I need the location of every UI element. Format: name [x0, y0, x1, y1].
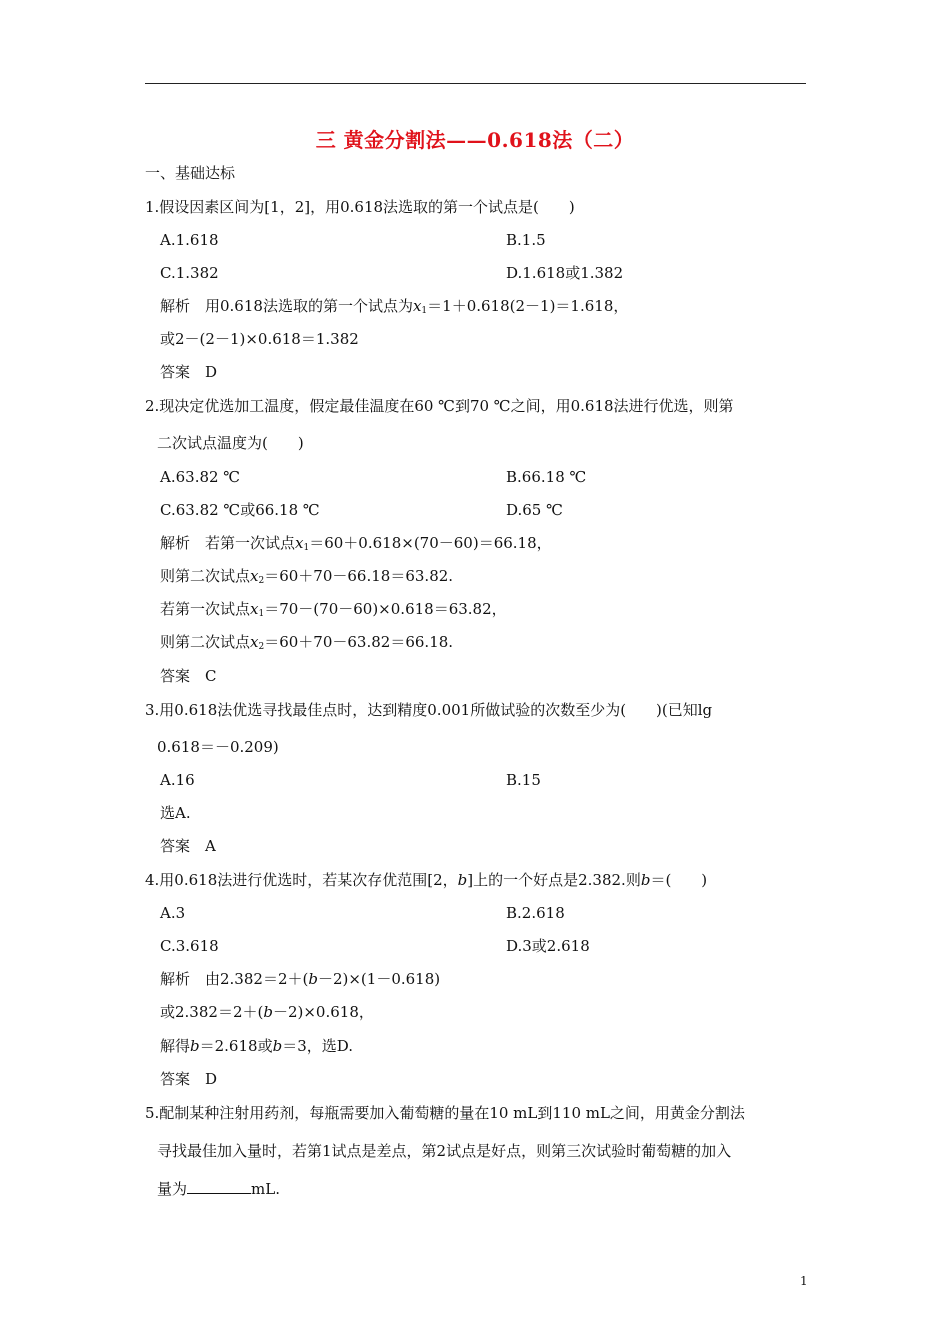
q1-solution-line1: 解析 用0.618法选取的第一个试点为$x_1=1+0.618(2-1)=1.618$，	[160, 297, 629, 316]
q4-stem: 4.用0.618法进行优选时，若某次存优范围[2，b]上的一个好点是2.382.则b＝( )	[145, 871, 708, 889]
q2-solution-line3: 若第一次试点$x_1=70-(70-60)\times 0.618=63.82$，	[160, 600, 507, 619]
section-heading: 一、基础达标	[145, 164, 236, 182]
q2-option-d: D.65 ℃	[506, 501, 563, 519]
q3-option-b: B.15	[506, 771, 541, 789]
q5-stem-line2: 寻找最佳加入量时，若第1试点是差点，第2试点是好点，则第三次试验时葡萄糖的加入	[157, 1142, 732, 1160]
q2-stem-line1: 2.现决定优选加工温度，假定最佳温度在60 ℃到70 ℃之间，用0.618法进行优选，则第	[145, 397, 734, 415]
q1-option-d: D.1.618或1.382	[506, 264, 624, 282]
q2-answer: 答案 C	[160, 667, 217, 685]
q2-solution-line4: 则第二次试点$x_2=60+70-63.82=66.18$.	[160, 633, 454, 652]
q1-solution-line2: 或2－(2－1)×0.618＝1.382	[160, 330, 359, 348]
q1-option-b: B.1.5	[506, 231, 546, 249]
q4-option-d: D.3或2.618	[506, 937, 590, 955]
q3-pick: 选A.	[160, 804, 191, 822]
q5-stem-line3: 量为 mL.	[157, 1180, 280, 1198]
q3-stem-line1: 3.用0.618法优选寻找最佳点时，达到精度0.001所做试验的次数至少为( )(已知lg	[145, 701, 713, 719]
q1-option-c: C.1.382	[160, 264, 219, 282]
page-title: 三 黄金分割法——0.618法（二）	[315, 128, 635, 152]
q2-option-c: C.63.82 ℃或66.18 ℃	[160, 501, 320, 519]
q2-solution-line2: 则第二次试点$x_2=60+70-66.18=63.82$.	[160, 567, 454, 586]
q1-answer: 答案 D	[160, 363, 218, 381]
q1-stem: 1.假设因素区间为[1，2]，用0.618法选取的第一个试点是( )	[145, 198, 575, 216]
header-rule	[145, 83, 806, 84]
q4-option-c: C.3.618	[160, 937, 219, 955]
answer-blank	[187, 1179, 251, 1194]
q5-stem-line1: 5.配制某种注射用药剂，每瓶需要加入葡萄糖的量在10 mL到110 mL之间，用黄金分割法	[145, 1104, 745, 1122]
q4-option-a: A.3	[160, 904, 186, 922]
q3-stem-line2: 0.618＝－0.209)	[157, 738, 279, 756]
q2-stem-line2: 二次试点温度为( )	[157, 434, 304, 452]
q4-option-b: B.2.618	[506, 904, 565, 922]
page-number: 1	[800, 1274, 808, 1288]
q4-answer: 答案 D	[160, 1070, 218, 1088]
q3-option-a: A.16	[160, 771, 195, 789]
q4-solution-line3: 解得b＝2.618或b＝3，选D.	[160, 1037, 353, 1055]
q2-solution-line1: 解析 若第一次试点$x_1=60+0.618\times(70-60)=66.18$，	[160, 534, 552, 553]
q4-solution-line1: 解析 由2.382＝2＋(b－2)×(1－0.618)	[160, 970, 441, 988]
q3-answer: 答案 A	[160, 837, 216, 855]
q4-solution-line2: 或2.382＝2＋(b－2)×0.618，	[160, 1003, 374, 1021]
q1-option-a: A.1.618	[160, 231, 219, 249]
q2-option-b: B.66.18 ℃	[506, 468, 587, 486]
q2-option-a: A.63.82 ℃	[160, 468, 241, 486]
